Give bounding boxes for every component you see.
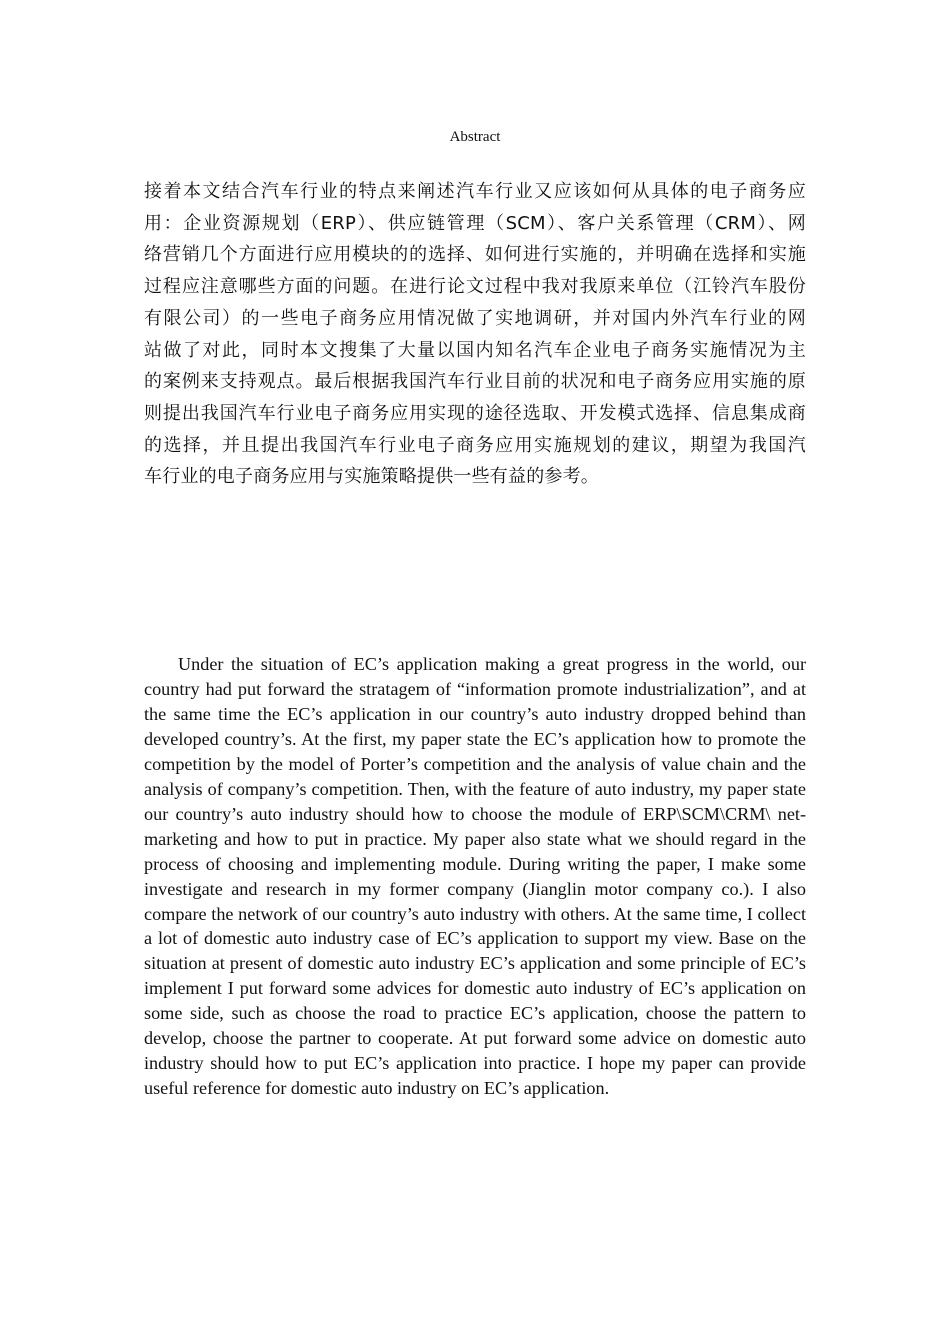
- chinese-abstract-line: 车行业的电子商务应用与实施策略提供一些有益的参考。: [144, 466, 599, 488]
- chinese-abstract-line: 则提出我国汽车行业电子商务应用实现的途径选取、开发模式选择、信息集成商: [144, 402, 806, 424]
- chinese-abstract-line: 有限公司）的一些电子商务应用情况做了实地调研，并对国内外汽车行业的网: [144, 307, 806, 329]
- chinese-abstract: [144, 176, 806, 493]
- chinese-abstract-line: 的选择，并且提出我国汽车行业电子商务应用实施规划的建议，期望为我国汽: [144, 434, 806, 456]
- chinese-abstract-line: 用：企业资源规划（ERP）、供应链管理（SCM）、客户关系管理（CRM）、网: [144, 212, 806, 234]
- page-header: Abstract: [449, 129, 501, 145]
- english-abstract: Under the situation of EC’s application making a great progress in the world, our country had put forward the stratagem of “information promote industrialization”, and at the same time the EC’s application in our country’s auto industry dropped behind than developed country’s. At the first, my paper state the EC’s application how to promote the competition by the model of Porter’s competition and the analysis of value chain and the analysis of company’s competition. Then, with the feature of auto industry, my paper state our country’s auto industry should how to choose the module of ERP\SCM\CRM\ net-marketing and how to put in practice. My paper also state what we should regard in the process of choosing and implementing module. During writing the paper, I make some investigate and research in my former company (Jianglin motor company co.). I also compare the network of our country’s auto industry with others. At the same time, I collect a lot of domestic auto industry case of EC’s application to support my view. Base on the situation at present of domestic auto industry EC’s application and some principle of EC’s implement I put forward some advices for domestic auto industry of EC’s application on some side, such as choose the road to practice EC’s application, choose the pattern to develop, choose the partner to cooperate. At put forward some advice on domestic auto industry should how to put EC’s application into practice. I hope my paper can provide useful reference for domestic auto industry on EC’s application.: [144, 654, 806, 1099]
- chinese-abstract-line: 过程应注意哪些方面的问题。在进行论文过程中我对我原来单位（江铃汽车股份: [144, 276, 806, 298]
- chinese-abstract-line: 络营销几个方面进行应用模块的的选择、如何进行实施的，并明确在选择和实施: [144, 244, 806, 266]
- chinese-abstract-line: 站做了对此，同时本文搜集了大量以国内知名汽车企业电子商务实施情况为主: [144, 339, 806, 361]
- chinese-abstract-line: 的案例来支持观点。最后根据我国汽车行业目前的状况和电子商务应用实施的原: [144, 371, 806, 393]
- chinese-abstract-line: 接着本文结合汽车行业的特点来阐述汽车行业又应该如何从具体的电子商务应: [144, 181, 806, 202]
